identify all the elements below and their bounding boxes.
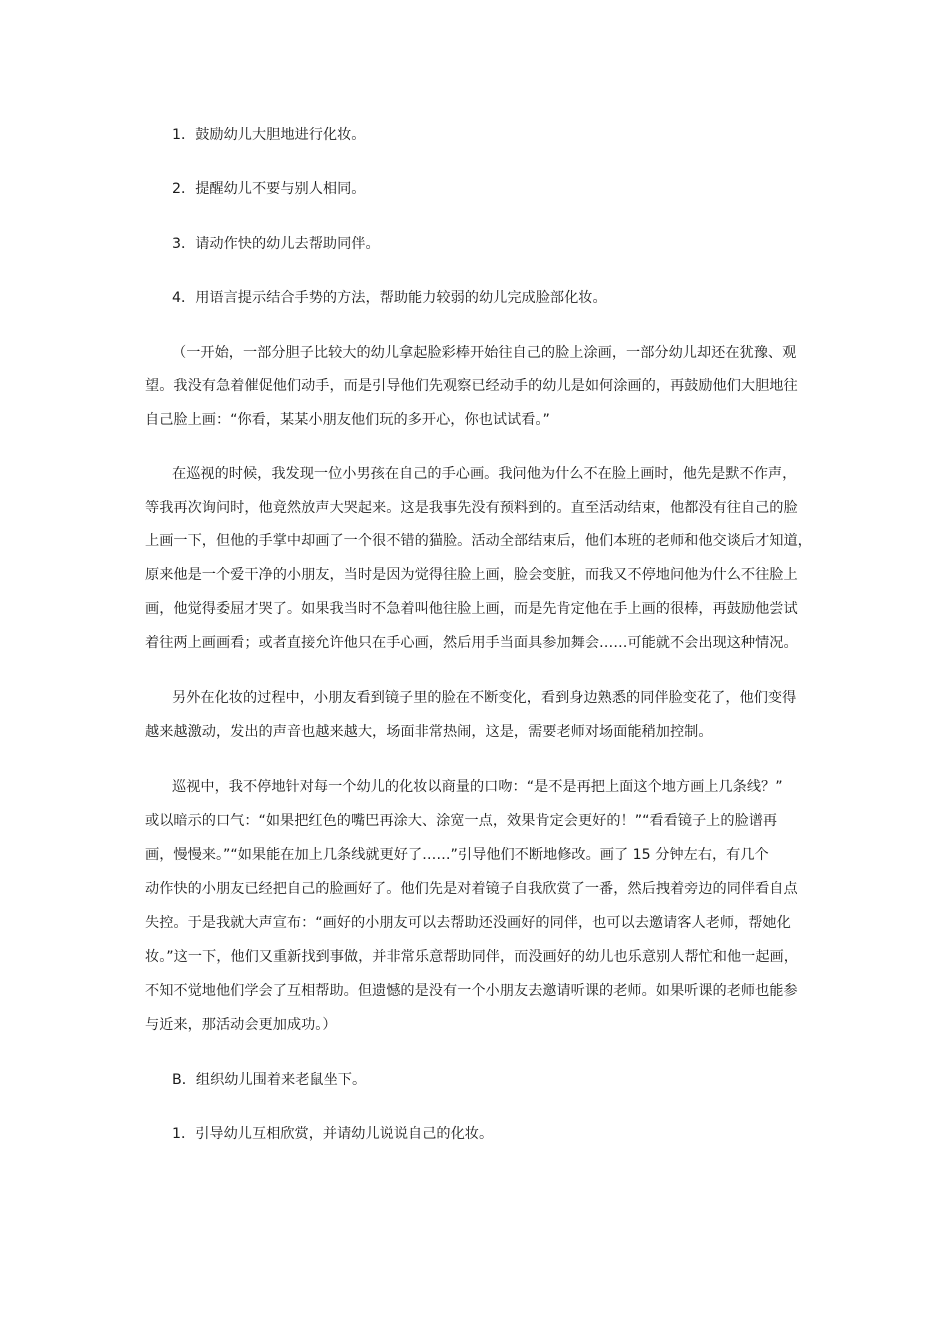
paragraph-line: 另外在化妆的过程中，小朋友看到镜子里的脸在不断变化，看到身边熟悉的同伴脸变花了，他们变得 [172,690,797,706]
paragraph-line: 画，他觉得委屈才哭了。如果我当时不急着叫他往脸上画，而是先肯定他在手上画的很棒，再鼓励他尝试 [145,601,798,617]
paragraph-line: 望。我没有急着催促他们动手，而是引导他们先观察已经动手的幼儿是如何涂画的，再鼓励他们大胆地往 [145,378,798,394]
section-heading: B．组织幼儿围着来老鼠坐下。 [172,1072,367,1088]
paragraph-line: 等我再次询问时，他竟然放声大哭起来。这是我事先没有预料到的。直至活动结束，他都没有往自己的脸 [145,500,798,516]
list-item: 1．鼓励幼儿大胆地进行化妆。 [172,127,366,143]
list-item: 4．用语言提示结合手势的方法，帮助能力较弱的幼儿完成脸部化妆。 [172,290,607,306]
paragraph-line: 妆。”这一下，他们又重新找到事做，并非常乐意帮助同伴，而没画好的幼儿也乐意别人帮忙和他一起画， [145,949,798,965]
paragraph-line: 原来他是一个爱干净的小朋友，当时是因为觉得往脸上画，脸会变脏，而我又不停地问他为什么不往脸上 [145,567,798,583]
list-item: 3．请动作快的幼儿去帮助同伴。 [172,236,380,252]
paragraph-line: 越来越激动，发出的声音也越来越大，场面非常热闹，这是，需要老师对场面能稍加控制。 [145,724,713,740]
paragraph-line: 着往两上画画看；或者直接允许他只在手心画，然后用手当面具参加舞会……可能就不会出现这种情况。 [145,635,798,651]
paragraph-line: （一开始，一部分胆子比较大的幼儿拿起脸彩棒开始往自己的脸上涂画，一部分幼儿却还在犹豫、观 [172,345,797,361]
paragraph-line: 上画一下，但他的手掌中却画了一个很不错的猫脸。活动全部结束后，他们本班的老师和他交谈后才知道， [145,533,812,549]
paragraph-line: 不知不觉地他们学会了互相帮助。但遗憾的是没有一个小朋友去邀请听课的老师。如果听课的老师也能参 [145,983,798,999]
list-item: 1．引导幼儿互相欣赏，并请幼儿说说自己的化妆。 [172,1126,494,1142]
paragraph-line: 在巡视的时候，我发现一位小男孩在自己的手心画。我问他为什么不在脸上画时，他先是默不作声， [172,466,797,482]
paragraph-line: 画，慢慢来。”“如果能在加上几条线就更好了……”引导他们不断地修改。画了 15 分钟左右，有几个 [145,847,769,863]
paragraph-line: 与近来，那活动会更加成功。） [145,1017,337,1033]
list-item: 2．提醒幼儿不要与别人相同。 [172,181,366,197]
paragraph-line: 巡视中，我不停地针对每一个幼儿的化妆以商量的口吻：“是不是再把上面这个地方画上几条线？” [172,779,783,795]
paragraph-line: 自己脸上画：“你看，某某小朋友他们玩的多开心，你也试试看。” [145,412,550,428]
paragraph-line: 失控。于是我就大声宣布：“画好的小朋友可以去帮助还没画好的同伴，也可以去邀请客人老师，帮她化 [145,915,791,931]
paragraph-line: 动作快的小朋友已经把自己的脸画好了。他们先是对着镜子自我欣赏了一番，然后拽着旁边的同伴看自点 [145,881,798,897]
paragraph-line: 或以暗示的口气：“如果把红色的嘴巴再涂大、涂宽一点，效果肯定会更好的！”“看看镜子上的脸谱再 [145,813,778,829]
